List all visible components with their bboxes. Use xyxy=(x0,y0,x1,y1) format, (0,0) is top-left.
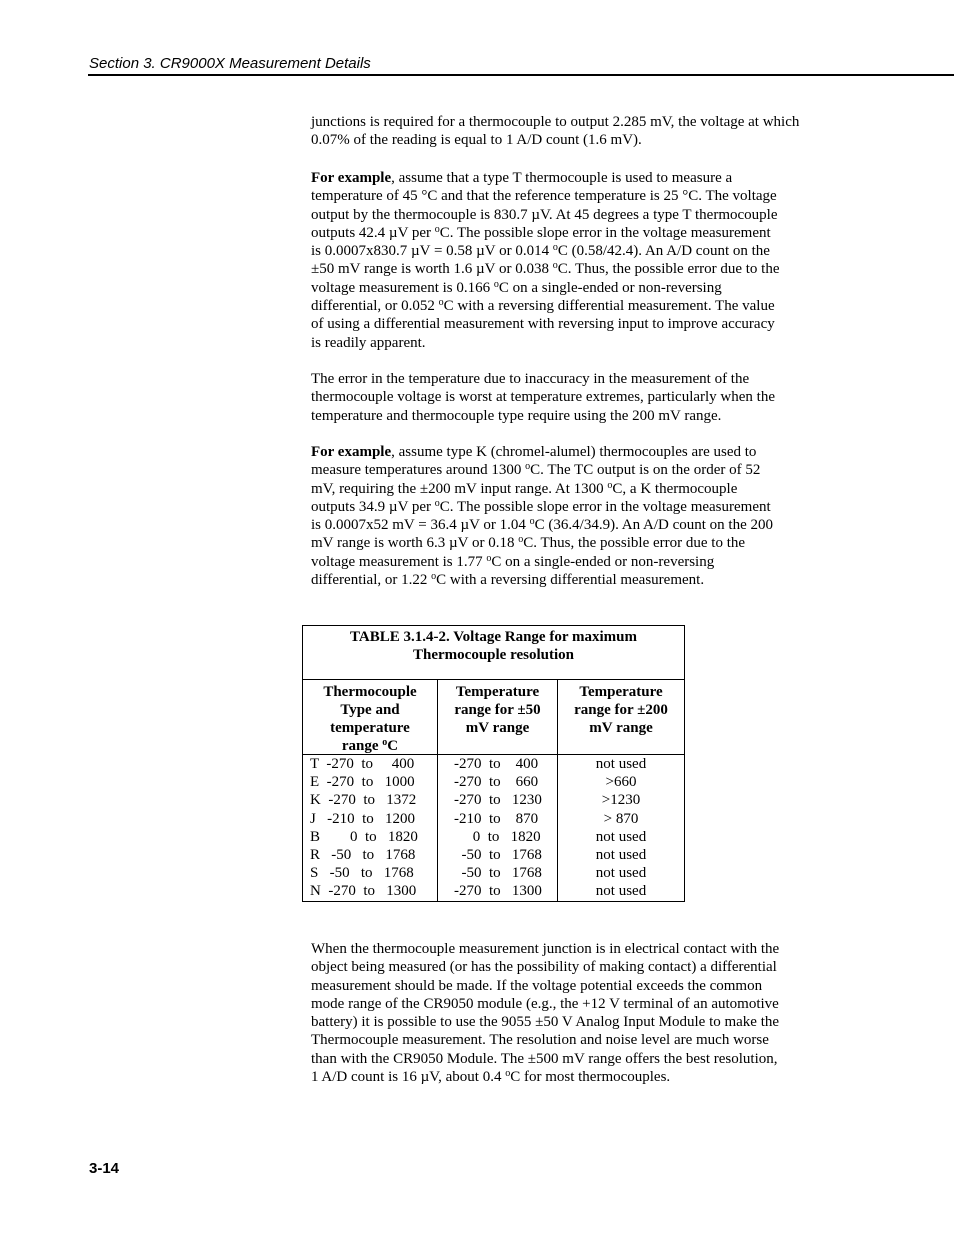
paragraph-error-extremes xyxy=(311,370,811,425)
table-header-type xyxy=(303,680,437,755)
table-header-line: Temperature xyxy=(455,684,540,700)
paragraph-line: , assume type K (chromel-alumel) thermocouples are used to measure temperatures around 1300 $^o$C. The TC output is on the order of 52 mV, requiring the ±200 mV input range. At 1300 $^o$C, a K thermocouple outputs 34.9 µV per $^o$C. The possible slope error in the voltage measurement is 0.0007x52 mV = 36.4 µV or 1.04 $^o$C (36.4/34.9). An A/D count on the 200 mV range is worth 6.3 µV or 0.18 $^o$C. Thus, the possible error due to the voltage measurement is 1.77 $^o$C on a single-ended or non-reversing differential, or 1.22 $^o$C with a reversing differential measurement. xyxy=(311,444,773,589)
table-cell: R -50 to 1768 xyxy=(310,846,416,863)
table-cell: E -270 to 1000 xyxy=(310,774,415,791)
table-column-type xyxy=(303,680,438,901)
paragraph-text: junctions is required for a thermocouple to output 2.285 mV, the voltage at which 0.07% of the reading is equal to 1 A/D count (1.6 mV). xyxy=(311,114,800,149)
example-lead: For example xyxy=(311,444,392,460)
table-rows xyxy=(303,755,437,901)
table-cell: -270 to 1230 xyxy=(454,792,542,809)
table-header-range50 xyxy=(438,680,557,755)
table-cell: not used xyxy=(595,756,647,772)
table-cell: not used xyxy=(595,846,647,863)
table-column-range50 xyxy=(438,680,558,901)
table-rows xyxy=(558,755,684,901)
table-cell: -270 to 400 xyxy=(454,756,539,772)
table-header-range200 xyxy=(558,680,684,755)
table-cell: not used xyxy=(595,883,647,900)
table-cell: K -270 to 1372 xyxy=(310,792,417,809)
table-body xyxy=(302,680,685,902)
table-column-range200 xyxy=(558,680,684,901)
paragraph-line: , assume that a type T thermocouple is used to measure a temperature of 45 °C and that the reference temperature is 25 °C. The voltage output by the thermocouple is 830.7 µV. At 45 degrees a type T thermocouple outputs 42.4 µV per $^o$C. The possible slope error in the voltage measurement is 0.0007x830.7 µV = 0.58 µV or 0.014 $^o$C (0.58/42.4). An A/D count on the ±50 mV range is worth 1.6 µV or 0.038 $^o$C. Thus, the possible error due to the voltage measurement is 0.166 $^o$C on a single-ended or non-reversing differential, or 0.052 $^o$C with a reversing differential measurement. The value of using a differential measurement with reversing input to improve accuracy is readily apparent. xyxy=(311,170,780,351)
table-header-line: temperature xyxy=(330,720,410,736)
paragraph-differential-measurement xyxy=(311,940,811,1086)
table-header-line: range for ±50 xyxy=(454,702,541,718)
table-caption-line: Thermocouple resolution xyxy=(413,647,574,663)
table-header-line: Temperature xyxy=(579,684,663,700)
table-cell: -50 to 1768 xyxy=(454,846,542,863)
table-caption-line: TABLE 3.1.4-2. Voltage Range for maximum xyxy=(350,629,637,645)
table-cell: S -50 to 1768 xyxy=(310,865,414,882)
table-header-line: Type and xyxy=(340,702,400,718)
paragraph-example-type-k xyxy=(311,443,811,589)
table-cell: not used xyxy=(595,828,647,845)
paragraph-text: When the thermocouple measurement junction is in electrical contact with the object being measured (or has the possibility of making contact) a differential measurement should be made. If the voltage potential exceeds the common mode range of the CR9050 module (e.g., the +12 V terminal of an automotive battery) it is possible to use the 9055 ±50 V Analog Input Module to make the Thermocouple measurement. The resolution and noise level are much worse than with the CR9050 Module. The ±500 mV range offers the best resolution, 1 A/D count is 16 µV, about 0.4 $^o$C for most thermocouples. xyxy=(311,941,780,1086)
table-header-line: mV range xyxy=(465,720,530,736)
table-cell: -270 to 660 xyxy=(454,774,539,791)
table-cell: -50 to 1768 xyxy=(454,865,542,882)
table-cell: 0 to 1820 xyxy=(454,828,541,845)
table-rows xyxy=(438,755,557,901)
table-header-line: range for ±200 xyxy=(574,702,668,718)
table-cell: B 0 to 1820 xyxy=(310,828,418,845)
table-cell: T -270 to 400 xyxy=(310,756,415,772)
table-header-line: range $^o$C xyxy=(341,737,399,754)
paragraph-intro xyxy=(311,113,811,150)
table-header-line: mV range xyxy=(589,720,653,736)
voltage-range-table xyxy=(302,625,685,902)
page-number: 3-14 xyxy=(89,1160,120,1177)
table-caption xyxy=(302,625,685,680)
table-cell: -270 to 1300 xyxy=(454,883,542,900)
table-cell: J -210 to 1200 xyxy=(310,810,415,827)
header-rule xyxy=(88,74,954,76)
table-header-line: Thermocouple xyxy=(323,684,417,700)
table-cell: -210 to 870 xyxy=(454,810,539,827)
section-header: Section 3. CR9000X Measurement Details xyxy=(89,55,371,72)
paragraph-example-type-t xyxy=(311,169,811,352)
table-cell: N -270 to 1300 xyxy=(310,883,417,900)
paragraph-text xyxy=(311,169,811,352)
table-cell: not used xyxy=(595,865,647,882)
table-cell: >1230 xyxy=(601,792,641,809)
table-cell: > 870 xyxy=(603,810,639,827)
example-lead: For example xyxy=(311,170,392,186)
paragraph-text: The error in the temperature due to inaccuracy in the measurement of the thermocouple voltage is worst at temperature extremes, particularly when the temperature and thermocouple type require using the 200 mV range. xyxy=(311,371,775,424)
paragraph-text xyxy=(311,443,811,589)
table-cell: >660 xyxy=(605,774,637,791)
